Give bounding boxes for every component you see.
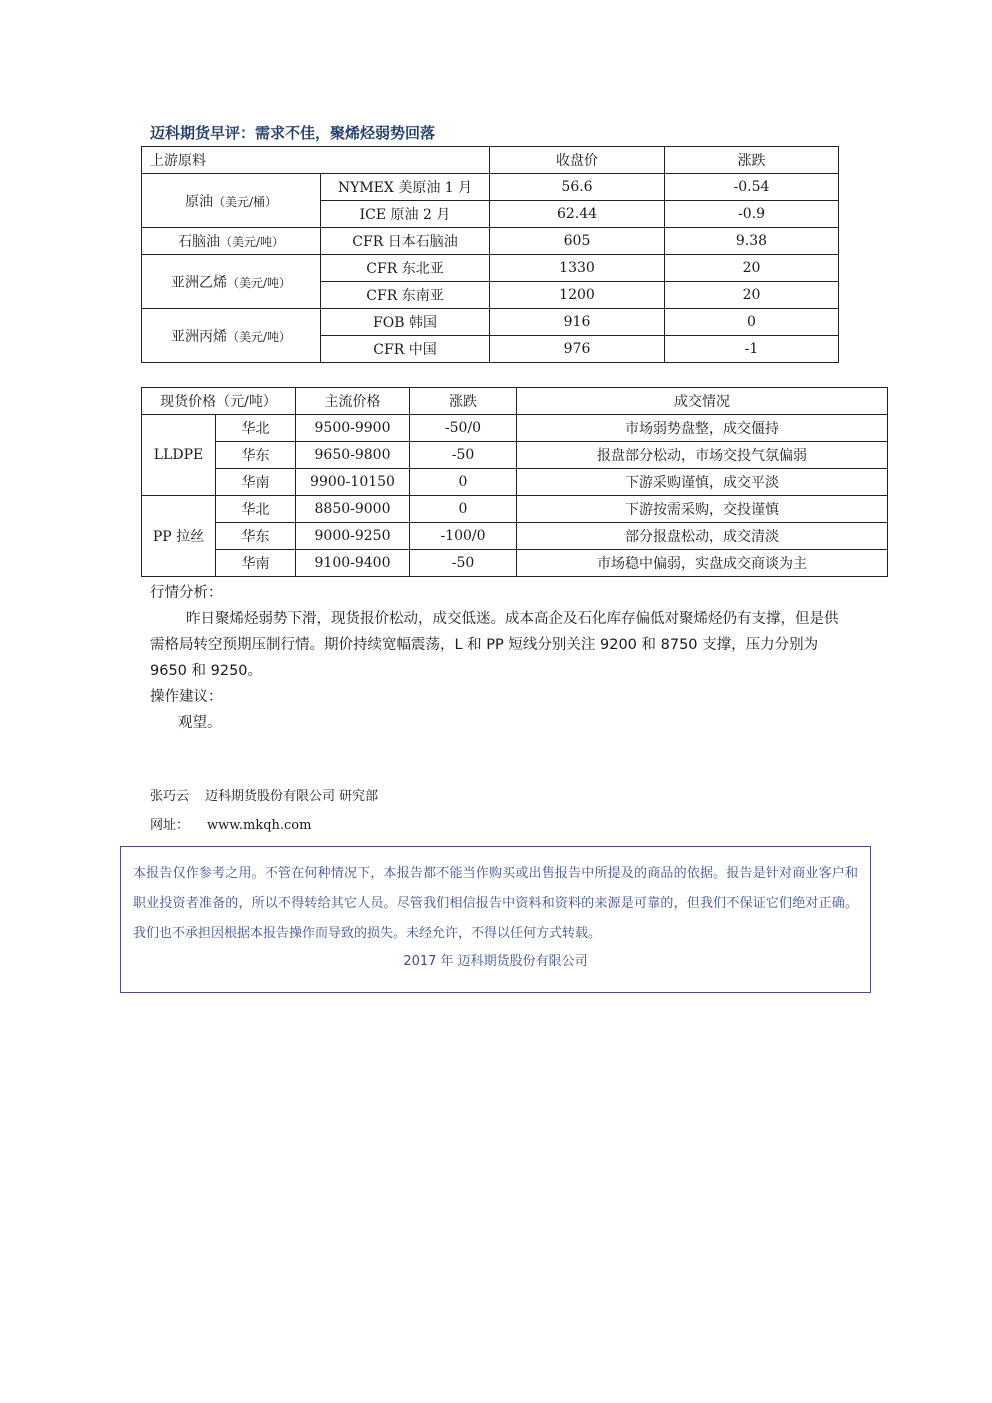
change-cell: 20 xyxy=(665,255,839,282)
table-row xyxy=(142,550,888,577)
price-cell: 605 xyxy=(490,228,665,255)
change-cell: -0.54 xyxy=(665,174,839,201)
price-cell: 9900-10150 xyxy=(296,469,410,496)
change-cell: -100/0 xyxy=(410,523,517,550)
table-row xyxy=(142,174,839,201)
status-cell: 下游采购谨慎，成交平淡 xyxy=(517,469,888,496)
table-row xyxy=(142,309,839,336)
table-header-row xyxy=(142,147,839,174)
region-cell: 华北 xyxy=(216,496,296,523)
region-cell: 华东 xyxy=(216,523,296,550)
author-line xyxy=(150,785,378,804)
advice-label: 操作建议： xyxy=(150,689,223,705)
material-name: 原油（美元/桶） xyxy=(142,174,321,228)
table-header-row xyxy=(142,388,888,415)
change-cell: 0 xyxy=(410,469,517,496)
table-row xyxy=(142,415,888,442)
change-cell: 0 xyxy=(665,309,839,336)
market-cell: CFR 中国 xyxy=(321,336,490,363)
company-department: 迈科期货股份有限公司 研究部 xyxy=(205,789,379,804)
website-label: 网址： xyxy=(150,818,190,833)
table-row xyxy=(142,442,888,469)
price-cell: 1200 xyxy=(490,282,665,309)
copyright-line: 2017 年 迈科期货股份有限公司 xyxy=(403,954,588,969)
author-name: 张巧云 xyxy=(150,789,190,804)
disclaimer-text: 本报告仅作参考之用。不管在何种情况下，本报告都不能当作购买或出售报告中所提及的商品的依据。报告是针对商业客户和职业投资者准备的，所以不得转给其它人员。尽管我们相信报告中资料和资料的来源是可靠的，但我们不保证它们绝对正确。我们也不承担因根据本报告操作而导致的损失。未经允许，不得以任何方式转载。 xyxy=(133,866,858,941)
column-header: 涨跌 xyxy=(410,388,517,415)
market-cell: ICE 原油 2 月 xyxy=(321,201,490,228)
column-header: 成交情况 xyxy=(517,388,888,415)
table-row xyxy=(142,255,839,282)
change-cell: -50/0 xyxy=(410,415,517,442)
change-cell: 0 xyxy=(410,496,517,523)
change-cell: -50 xyxy=(410,550,517,577)
column-header: 收盘价 xyxy=(490,147,665,174)
analysis-label: 行情分析： xyxy=(150,585,223,601)
change-cell: -1 xyxy=(665,336,839,363)
price-cell: 9500-9900 xyxy=(296,415,410,442)
column-header: 涨跌 xyxy=(665,147,839,174)
market-cell: NYMEX 美原油 1 月 xyxy=(321,174,490,201)
spot-price-table xyxy=(141,387,888,577)
region-cell: 华北 xyxy=(216,415,296,442)
material-name: 亚洲乙烯（美元/吨） xyxy=(142,255,321,309)
price-cell: 9000-9250 xyxy=(296,523,410,550)
price-cell: 9650-9800 xyxy=(296,442,410,469)
region-cell: 华南 xyxy=(216,469,296,496)
change-cell: -50 xyxy=(410,442,517,469)
column-header: 主流价格 xyxy=(296,388,410,415)
change-cell: 20 xyxy=(665,282,839,309)
website-line xyxy=(150,814,311,833)
column-header: 现货价格（元/吨） xyxy=(142,388,296,415)
region-cell: 华南 xyxy=(216,550,296,577)
price-cell: 62.44 xyxy=(490,201,665,228)
status-cell: 报盘部分松动，市场交投气氛偏弱 xyxy=(517,442,888,469)
status-cell: 部分报盘松动，成交清淡 xyxy=(517,523,888,550)
material-name: 亚洲丙烯（美元/吨） xyxy=(142,309,321,363)
market-cell: FOB 韩国 xyxy=(321,309,490,336)
table-row xyxy=(142,228,839,255)
analysis-text: 昨日聚烯烃弱势下滑，现货报价松动，成交低迷。成本高企及石化库存偏低对聚烯烃仍有支撑，但是供需格局转空预期压制行情。期价持续宽幅震荡，L 和 PP 短线分别关注 9200 和 8750 支撑，压力分别为 9650 和 9250。 xyxy=(150,611,839,679)
website-link[interactable]: www.mkqh.com xyxy=(207,818,312,833)
product-name: PP 拉丝 xyxy=(142,496,216,577)
table-row xyxy=(142,523,888,550)
market-cell: CFR 东南亚 xyxy=(321,282,490,309)
product-name: LLDPE xyxy=(142,415,216,496)
report-title: 迈科期货早评：需求不佳，聚烯烃弱势回落 xyxy=(150,124,436,142)
upstream-materials-table xyxy=(141,146,839,363)
material-name: 石脑油（美元/吨） xyxy=(142,228,321,255)
region-cell: 华东 xyxy=(216,442,296,469)
change-cell: -0.9 xyxy=(665,201,839,228)
change-cell: 9.38 xyxy=(665,228,839,255)
table-row xyxy=(142,496,888,523)
column-header: 上游原料 xyxy=(142,147,490,174)
market-cell: CFR 日本石脑油 xyxy=(321,228,490,255)
price-cell: 56.6 xyxy=(490,174,665,201)
status-cell: 市场弱势盘整，成交僵持 xyxy=(517,415,888,442)
table-row xyxy=(142,469,888,496)
status-cell: 下游按需采购，交投谨慎 xyxy=(517,496,888,523)
price-cell: 916 xyxy=(490,309,665,336)
price-cell: 976 xyxy=(490,336,665,363)
status-cell: 市场稳中偏弱，实盘成交商谈为主 xyxy=(517,550,888,577)
market-cell: CFR 东北亚 xyxy=(321,255,490,282)
disclaimer-box xyxy=(120,846,871,993)
price-cell: 8850-9000 xyxy=(296,496,410,523)
price-cell: 9100-9400 xyxy=(296,550,410,577)
advice-text: 观望。 xyxy=(178,715,222,731)
price-cell: 1330 xyxy=(490,255,665,282)
market-analysis xyxy=(150,580,850,736)
